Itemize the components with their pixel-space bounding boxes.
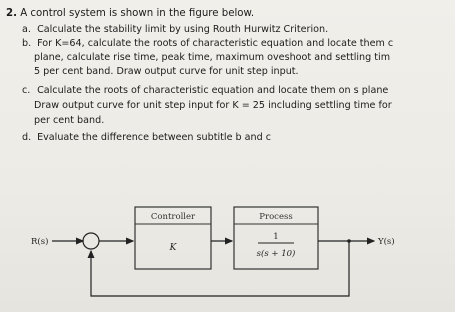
controller-title: Controller [150, 212, 196, 222]
summing-junction [83, 233, 99, 249]
item-b-line-1: For K=64, calculate the roots of characteristic equation and locate them c [37, 38, 394, 49]
item-b-line-3: 5 per cent band. Draw output curve for unit step input. [34, 66, 299, 77]
item-d-line-1: Evaluate the difference between subtitle b and c [37, 132, 272, 143]
item-b-line-2: plane, calculate rise time, peak time, maximum oveshoot and settling tim [34, 52, 391, 63]
question-intro: A control system is shown in the figure below. [20, 8, 255, 19]
input-label: R(s) [31, 237, 49, 247]
item-c-line-1: Calculate the roots of characteristic equation and locate them on s plane [37, 85, 389, 96]
process-title: Process [259, 212, 293, 222]
question-number: 2. [6, 8, 17, 19]
item-c-line-3: per cent band. [34, 115, 105, 126]
item-b-label: b. [22, 38, 32, 49]
item-a-label: a. [22, 24, 31, 35]
item-c-label: c. [22, 85, 31, 96]
item-d-label: d. [22, 132, 32, 143]
item-c-line-2: Draw output curve for unit step input for K = 25 including settling time for [34, 100, 392, 111]
output-label: Y(s) [378, 237, 395, 247]
takeoff-point [347, 239, 351, 243]
process-numerator: 1 [273, 232, 279, 242]
item-a-line-1: Calculate the stability limit by using Routh Hurwitz Criterion. [37, 24, 329, 35]
controller-gain: K [169, 243, 177, 253]
process-denominator: s(s + 10) [256, 249, 296, 259]
